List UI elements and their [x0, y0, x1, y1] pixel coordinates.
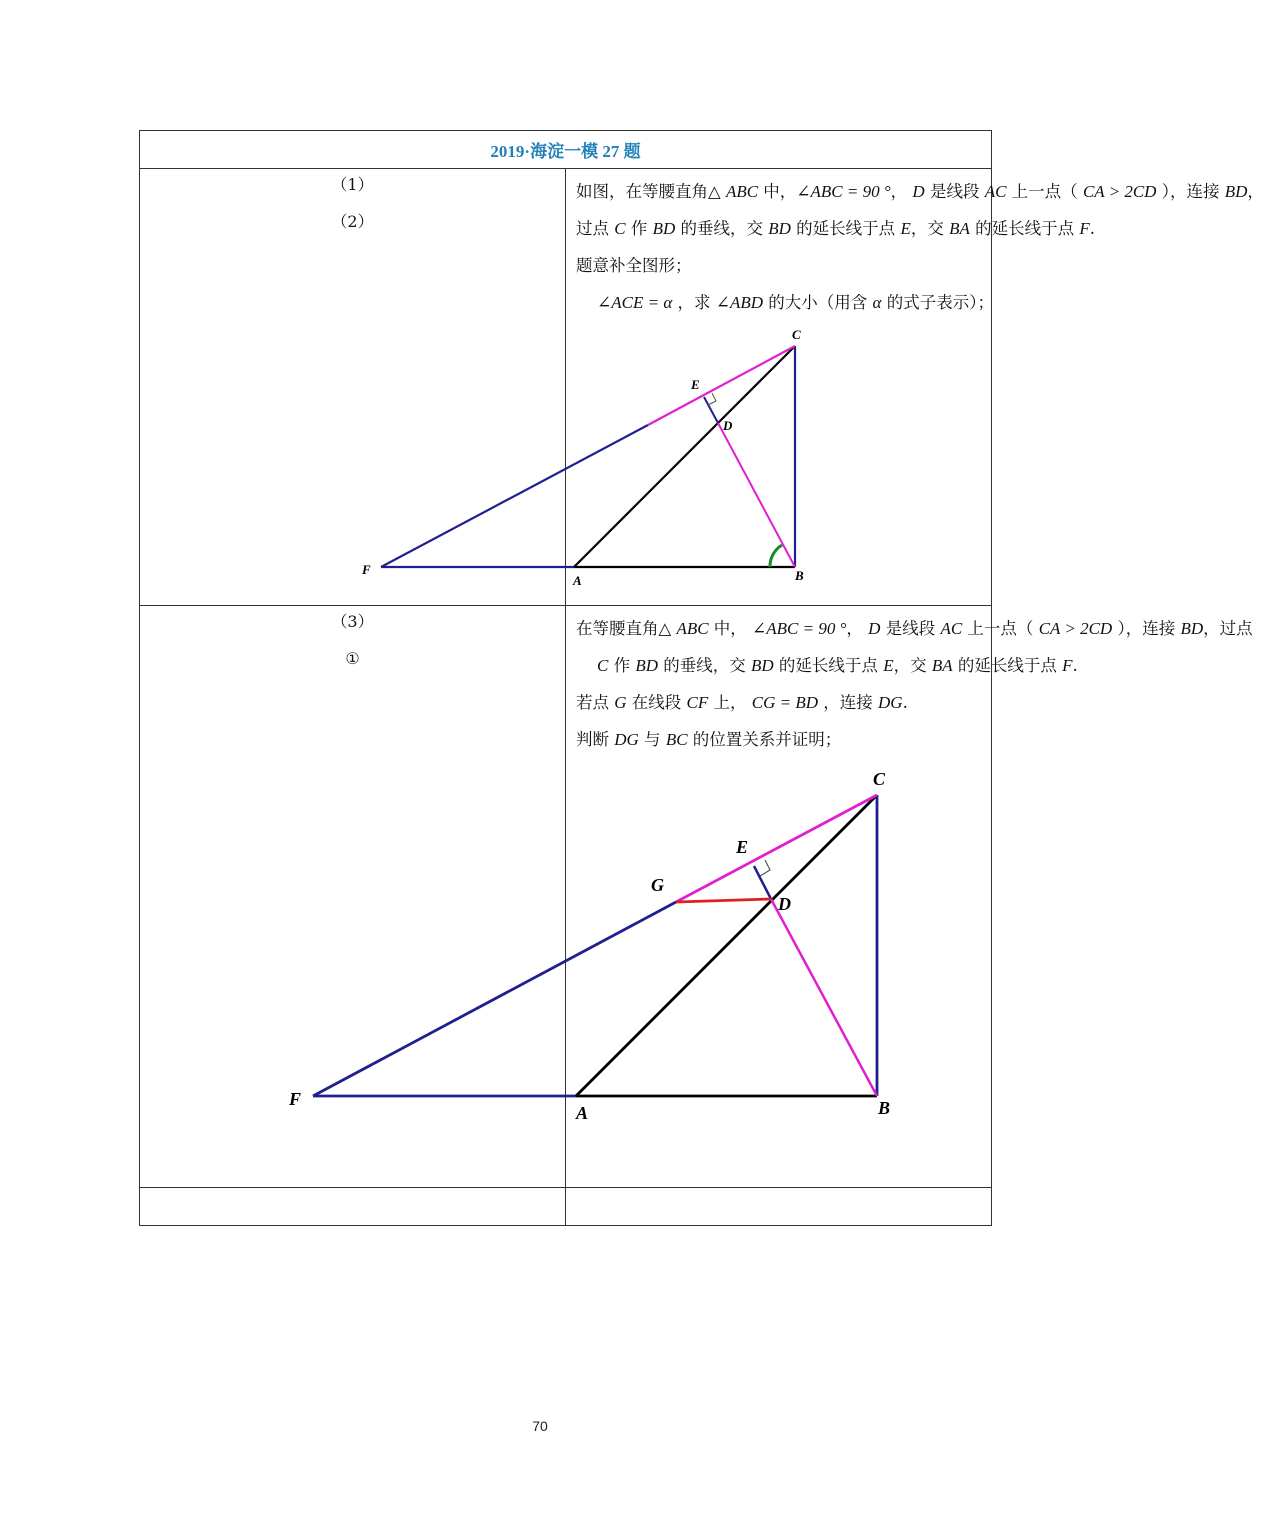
part2-label-1: （3）: [331, 612, 374, 631]
fig2-segment-BD: [771, 899, 877, 1096]
page-number: 70: [532, 1418, 548, 1434]
part2-line-1: 在等腰直角△ ABC 中， ∠ABC = 90 °， D 是线段 AC 上一点（ CA > 2CD ），连接 BD，过点: [576, 619, 1253, 638]
part1-line-2: 过点 C 作 BD 的垂线，交 BD 的延长线于点 E，交 BA 的延长线于点 F.: [576, 219, 1095, 238]
part2-line-4: 判断 DG 与 BC 的位置关系并证明；: [576, 730, 842, 749]
fig2-right-angle-mark: [760, 860, 770, 876]
fig1-label-C: C: [792, 327, 801, 342]
fig2-label-E: E: [736, 837, 749, 857]
fig2-label-F: F: [289, 1089, 302, 1109]
fig2-segment-DG: [676, 899, 771, 902]
fig1-label-B: B: [795, 568, 804, 583]
fig1-right-angle-mark: [708, 393, 716, 405]
fig2-segment-GC: [676, 795, 877, 902]
part1-label-1: （1）: [331, 175, 374, 194]
fig1-label-E: E: [691, 377, 700, 392]
fig2-label-A: A: [576, 1103, 589, 1123]
part2-line-2: C 作 BD 的垂线，交 BD 的延长线于点 E，交 BA 的延长线于点 F.: [597, 656, 1078, 675]
fig2-segment-AC: [576, 795, 877, 1096]
part1-line-4: ∠ACE = α ，求 ∠ABD 的大小（用含 α 的式子表示）；: [597, 293, 994, 312]
fig1-segment-BD: [718, 423, 795, 567]
part1-line-1: 如图，在等腰直角△ ABC 中，∠ABC = 90 °， D 是线段 AC 上一点（ CA > 2CD ），连接 BD，: [576, 182, 1264, 201]
fig2-segment-FG: [313, 902, 676, 1096]
fig1-label-D: D: [723, 418, 733, 433]
fig1-label-F: F: [362, 562, 371, 577]
fig2-label-C: C: [873, 769, 886, 789]
fig1-segment-AC: [574, 346, 795, 567]
fig1-label-A: A: [573, 573, 582, 588]
fig2-label-B: B: [878, 1098, 891, 1118]
fig1-segment-CF-blue: [381, 425, 648, 567]
fig2-label-G: G: [651, 875, 664, 895]
problem-title: 2019·海淀一模 27 题: [490, 142, 641, 161]
fig2-label-D: D: [778, 894, 791, 914]
figure-2: [288, 769, 890, 1123]
fig1-angle-arc: [770, 545, 782, 567]
part1-line-3: 题意补全图形；: [576, 256, 692, 275]
part2-line-3: 若点 G 在线段 CF 上， CG = BD ，连接 DG.: [576, 693, 908, 712]
part1-label-2: （2）: [331, 212, 374, 231]
fig1-segment-CF-magenta: [648, 346, 795, 425]
part2-label-2: ①: [345, 649, 360, 668]
